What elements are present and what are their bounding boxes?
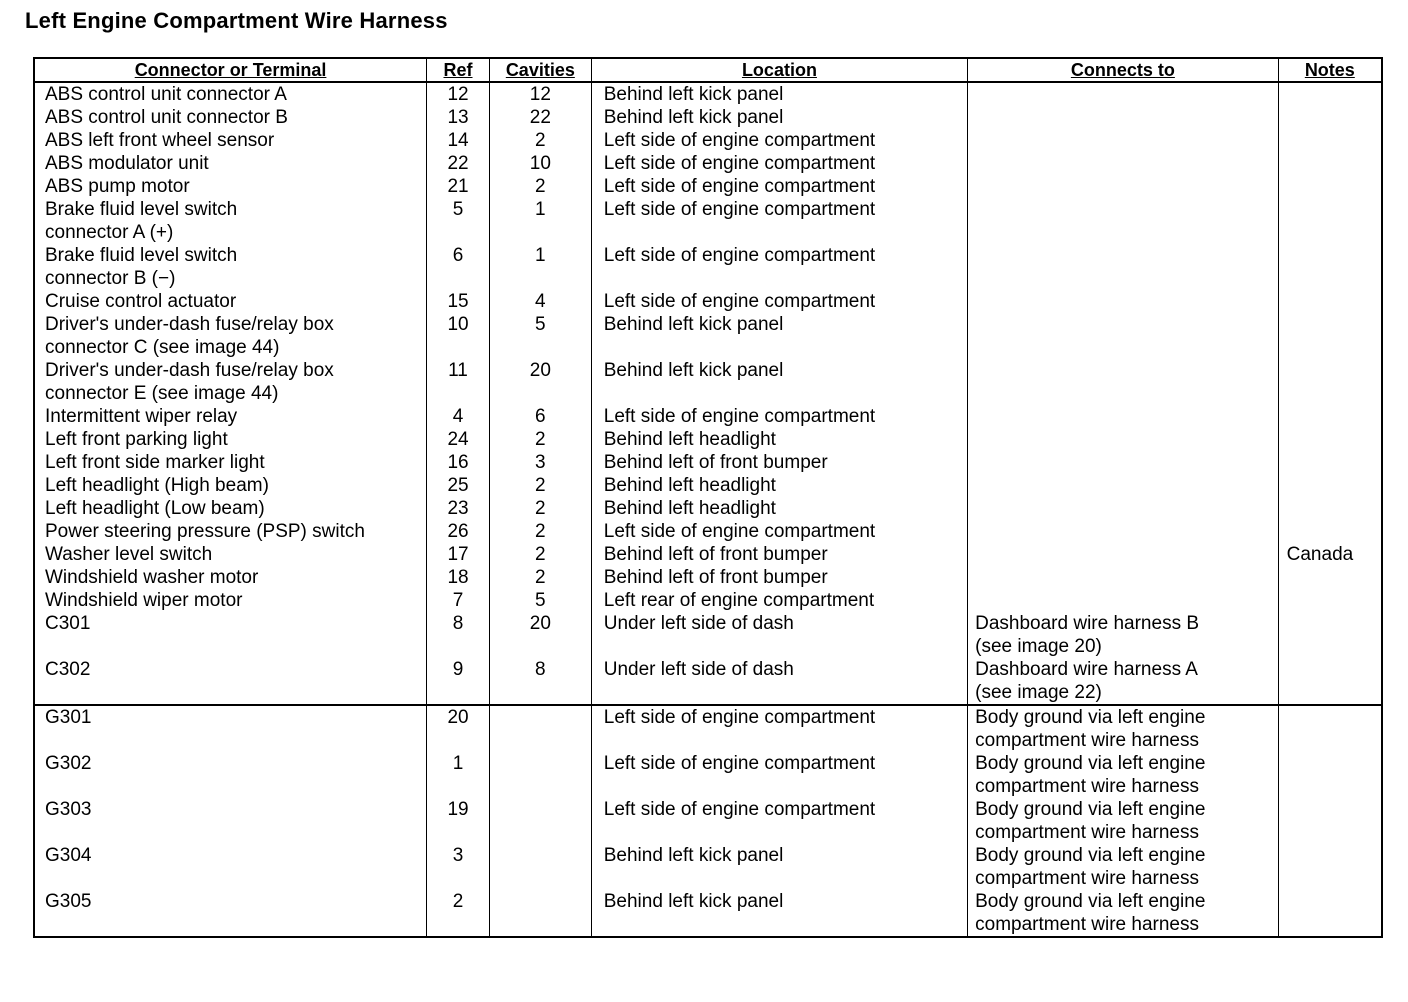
connector-name-cell — [34, 313, 427, 359]
connector-name-line: Left front side marker light — [45, 452, 265, 473]
connector-name-line: connector B (−) — [45, 268, 176, 289]
table-row — [34, 290, 1382, 313]
connects-to-cell — [968, 752, 1279, 798]
ref-cell: 4 — [427, 405, 490, 428]
table-row — [34, 497, 1382, 520]
table-row — [34, 844, 1382, 890]
notes-cell — [1278, 497, 1382, 520]
location-cell: Left side of engine compartment — [591, 129, 967, 152]
notes-cell: Canada — [1278, 543, 1382, 566]
location-cell: Behind left kick panel — [591, 106, 967, 129]
table-row — [34, 175, 1382, 198]
notes-cell — [1278, 82, 1382, 106]
column-header-connects-to: Connects to — [968, 58, 1279, 82]
ref-cell: 14 — [427, 129, 490, 152]
table-row — [34, 658, 1382, 705]
notes-cell — [1278, 566, 1382, 589]
cavities-cell: 5 — [489, 313, 591, 359]
connects-to-cell — [968, 106, 1279, 129]
connects-to-cell — [968, 798, 1279, 844]
connects-to-cell — [968, 405, 1279, 428]
table-row — [34, 244, 1382, 290]
ref-cell: 21 — [427, 175, 490, 198]
location-cell: Left side of engine compartment — [591, 152, 967, 175]
connects-to-cell — [968, 566, 1279, 589]
notes-cell — [1278, 290, 1382, 313]
connects-to-cell — [968, 428, 1279, 451]
connects-to-cell — [968, 474, 1279, 497]
notes-cell — [1278, 520, 1382, 543]
connector-name-cell — [34, 658, 427, 705]
connector-name-cell — [34, 82, 427, 106]
connects-to-cell — [968, 175, 1279, 198]
connector-name-cell — [34, 890, 427, 937]
location-cell: Under left side of dash — [591, 612, 967, 658]
connector-name-line: Left headlight (Low beam) — [45, 498, 265, 519]
location-cell: Behind left kick panel — [591, 844, 967, 890]
connects-to-line: Body ground via left engine — [975, 799, 1206, 820]
cavities-cell: 4 — [489, 290, 591, 313]
location-cell: Left side of engine compartment — [591, 175, 967, 198]
connector-name-line: Intermittent wiper relay — [45, 406, 238, 427]
connector-name-line: G302 — [45, 753, 92, 774]
notes-cell — [1278, 152, 1382, 175]
location-cell: Behind left headlight — [591, 428, 967, 451]
connects-to-cell — [968, 497, 1279, 520]
cavities-cell: 12 — [489, 82, 591, 106]
connects-to-cell — [968, 658, 1279, 705]
connector-name-line: G304 — [45, 845, 92, 866]
connector-name-line: ABS control unit connector A — [45, 84, 287, 105]
connector-name-cell — [34, 474, 427, 497]
cavities-cell: 20 — [489, 612, 591, 658]
table-row — [34, 566, 1382, 589]
cavities-cell: 2 — [489, 566, 591, 589]
connector-name-line: Left front parking light — [45, 429, 228, 450]
connector-name-cell — [34, 198, 427, 244]
connects-to-line: compartment wire harness — [975, 914, 1199, 935]
connector-name-line: Windshield washer motor — [45, 567, 259, 588]
cavities-cell — [489, 752, 591, 798]
table-row — [34, 589, 1382, 612]
ref-cell: 18 — [427, 566, 490, 589]
cavities-cell: 20 — [489, 359, 591, 405]
column-header-cavities: Cavities — [489, 58, 591, 82]
ref-cell: 16 — [427, 451, 490, 474]
connector-name-line: ABS left front wheel sensor — [45, 130, 275, 151]
ref-cell: 26 — [427, 520, 490, 543]
ref-cell: 9 — [427, 658, 490, 705]
connector-name-cell — [34, 405, 427, 428]
location-cell: Behind left kick panel — [591, 82, 967, 106]
cavities-cell: 2 — [489, 543, 591, 566]
cavities-cell — [489, 890, 591, 937]
connects-to-line: compartment wire harness — [975, 822, 1199, 843]
connector-name-cell — [34, 566, 427, 589]
connector-name-line: Left headlight (High beam) — [45, 475, 269, 496]
connector-name-line: G303 — [45, 799, 92, 820]
connector-name-cell — [34, 752, 427, 798]
cavities-cell — [489, 798, 591, 844]
connector-name-cell — [34, 451, 427, 474]
table-row — [34, 405, 1382, 428]
connector-name-cell — [34, 844, 427, 890]
ref-cell: 3 — [427, 844, 490, 890]
table-row — [34, 543, 1382, 566]
notes-cell — [1278, 705, 1382, 752]
connects-to-cell — [968, 705, 1279, 752]
notes-cell — [1278, 890, 1382, 937]
table-row — [34, 313, 1382, 359]
ref-cell: 13 — [427, 106, 490, 129]
location-cell: Behind left of front bumper — [591, 451, 967, 474]
connects-to-line: Body ground via left engine — [975, 753, 1206, 774]
connects-to-line: Body ground via left engine — [975, 845, 1206, 866]
location-cell: Behind left of front bumper — [591, 566, 967, 589]
connector-name-cell — [34, 106, 427, 129]
table-row — [34, 359, 1382, 405]
cavities-cell: 2 — [489, 129, 591, 152]
connector-name-line: connector A (+) — [45, 222, 174, 243]
location-cell: Behind left headlight — [591, 497, 967, 520]
notes-cell — [1278, 175, 1382, 198]
column-header-location: Location — [591, 58, 967, 82]
notes-cell — [1278, 428, 1382, 451]
connects-to-cell — [968, 290, 1279, 313]
table-row — [34, 612, 1382, 658]
ref-cell: 15 — [427, 290, 490, 313]
ref-cell: 11 — [427, 359, 490, 405]
cavities-cell: 8 — [489, 658, 591, 705]
ref-cell: 10 — [427, 313, 490, 359]
connector-name-line: G305 — [45, 891, 92, 912]
connector-name-cell — [34, 497, 427, 520]
table-header-row — [34, 58, 1382, 82]
location-cell: Behind left of front bumper — [591, 543, 967, 566]
table-row — [34, 428, 1382, 451]
table-row — [34, 129, 1382, 152]
connects-to-cell — [968, 543, 1279, 566]
cavities-cell — [489, 705, 591, 752]
connects-to-line: Dashboard wire harness B — [975, 613, 1200, 634]
notes-cell — [1278, 106, 1382, 129]
connectors-section — [34, 82, 1382, 705]
connector-name-cell — [34, 543, 427, 566]
ref-cell: 22 — [427, 152, 490, 175]
column-header-ref: Ref — [427, 58, 490, 82]
ref-cell: 6 — [427, 244, 490, 290]
location-cell: Left side of engine compartment — [591, 290, 967, 313]
cavities-cell: 10 — [489, 152, 591, 175]
table-row — [34, 798, 1382, 844]
cavities-cell: 6 — [489, 405, 591, 428]
connects-to-line: (see image 22) — [975, 682, 1102, 703]
connects-to-cell — [968, 890, 1279, 937]
connector-name-cell — [34, 359, 427, 405]
notes-cell — [1278, 244, 1382, 290]
connects-to-cell — [968, 359, 1279, 405]
cavities-cell: 3 — [489, 451, 591, 474]
location-cell: Behind left kick panel — [591, 359, 967, 405]
wire-harness-table — [33, 57, 1383, 938]
cavities-cell: 2 — [489, 474, 591, 497]
connector-name-line: Driver's under-dash fuse/relay box — [45, 314, 334, 335]
table-row — [34, 520, 1382, 543]
ref-cell: 5 — [427, 198, 490, 244]
connects-to-cell — [968, 313, 1279, 359]
connector-name-line: ABS pump motor — [45, 176, 190, 197]
ref-cell: 25 — [427, 474, 490, 497]
notes-cell — [1278, 313, 1382, 359]
notes-cell — [1278, 612, 1382, 658]
connects-to-line: compartment wire harness — [975, 730, 1199, 751]
connector-name-line: G301 — [45, 707, 92, 728]
ref-cell: 20 — [427, 705, 490, 752]
notes-cell — [1278, 798, 1382, 844]
connects-to-cell — [968, 612, 1279, 658]
page-title: Left Engine Compartment Wire Harness — [25, 8, 448, 33]
ref-cell: 19 — [427, 798, 490, 844]
cavities-cell: 2 — [489, 497, 591, 520]
table-row — [34, 705, 1382, 752]
connector-name-cell — [34, 290, 427, 313]
ref-cell: 2 — [427, 890, 490, 937]
notes-cell — [1278, 658, 1382, 705]
cavities-cell: 1 — [489, 198, 591, 244]
table-row — [34, 82, 1382, 106]
table-row — [34, 198, 1382, 244]
notes-cell — [1278, 359, 1382, 405]
notes-cell — [1278, 405, 1382, 428]
ref-cell: 17 — [427, 543, 490, 566]
connector-name-cell — [34, 705, 427, 752]
connects-to-cell — [968, 844, 1279, 890]
ref-cell: 7 — [427, 589, 490, 612]
notes-cell — [1278, 752, 1382, 798]
notes-cell — [1278, 474, 1382, 497]
ref-cell: 23 — [427, 497, 490, 520]
grounds-section — [34, 705, 1382, 937]
connects-to-cell — [968, 129, 1279, 152]
connects-to-line: Dashboard wire harness A — [975, 659, 1198, 680]
connector-name-cell — [34, 129, 427, 152]
column-header-connector: Connector or Terminal — [34, 58, 427, 82]
location-cell: Left side of engine compartment — [591, 244, 967, 290]
location-cell: Left side of engine compartment — [591, 405, 967, 428]
connects-to-line: Body ground via left engine — [975, 891, 1206, 912]
connector-name-cell — [34, 520, 427, 543]
location-cell: Left rear of engine compartment — [591, 589, 967, 612]
connects-to-line: compartment wire harness — [975, 776, 1199, 797]
connects-to-cell — [968, 451, 1279, 474]
connects-to-cell — [968, 589, 1279, 612]
connector-name-cell — [34, 798, 427, 844]
location-cell: Left side of engine compartment — [591, 520, 967, 543]
cavities-cell: 2 — [489, 520, 591, 543]
connector-name-line: Driver's under-dash fuse/relay box — [45, 360, 334, 381]
connects-to-line: Body ground via left engine — [975, 707, 1206, 728]
table-row — [34, 451, 1382, 474]
connector-name-line: Brake fluid level switch — [45, 245, 238, 266]
connector-name-line: Washer level switch — [45, 544, 213, 565]
connector-name-cell — [34, 175, 427, 198]
connector-name-line: C302 — [45, 659, 91, 680]
connector-name-cell — [34, 428, 427, 451]
table-row — [34, 106, 1382, 129]
cavities-cell: 1 — [489, 244, 591, 290]
cavities-cell — [489, 844, 591, 890]
location-cell: Left side of engine compartment — [591, 198, 967, 244]
connects-to-cell — [968, 198, 1279, 244]
location-cell: Behind left kick panel — [591, 890, 967, 937]
connects-to-cell — [968, 520, 1279, 543]
connector-name-line: ABS control unit connector B — [45, 107, 288, 128]
table-row — [34, 752, 1382, 798]
location-cell: Left side of engine compartment — [591, 705, 967, 752]
cavities-cell: 22 — [489, 106, 591, 129]
table-row — [34, 152, 1382, 175]
location-cell: Under left side of dash — [591, 658, 967, 705]
location-cell: Left side of engine compartment — [591, 752, 967, 798]
table-row — [34, 474, 1382, 497]
connector-name-cell — [34, 612, 427, 658]
cavities-cell: 5 — [489, 589, 591, 612]
column-header-notes: Notes — [1278, 58, 1382, 82]
location-cell: Behind left headlight — [591, 474, 967, 497]
connector-name-line: ABS modulator unit — [45, 153, 209, 174]
connects-to-line: compartment wire harness — [975, 868, 1199, 889]
connector-name-line: Windshield wiper motor — [45, 590, 243, 611]
connects-to-cell — [968, 152, 1279, 175]
notes-cell — [1278, 589, 1382, 612]
ref-cell: 12 — [427, 82, 490, 106]
ref-cell: 8 — [427, 612, 490, 658]
cavities-cell: 2 — [489, 175, 591, 198]
connects-to-cell — [968, 82, 1279, 106]
connector-name-line: Brake fluid level switch — [45, 199, 238, 220]
notes-cell — [1278, 451, 1382, 474]
connector-name-line: connector C (see image 44) — [45, 337, 280, 358]
ref-cell: 1 — [427, 752, 490, 798]
connector-name-cell — [34, 589, 427, 612]
connector-name-line: Power steering pressure (PSP) switch — [45, 521, 365, 542]
connector-name-cell — [34, 244, 427, 290]
connector-name-line: C301 — [45, 613, 91, 634]
location-cell: Left side of engine compartment — [591, 798, 967, 844]
notes-cell — [1278, 198, 1382, 244]
table-row — [34, 890, 1382, 937]
notes-cell — [1278, 129, 1382, 152]
connector-name-line: Cruise control actuator — [45, 291, 237, 312]
ref-cell: 24 — [427, 428, 490, 451]
connector-name-line: connector E (see image 44) — [45, 383, 279, 404]
cavities-cell: 2 — [489, 428, 591, 451]
connects-to-line: (see image 20) — [975, 636, 1102, 657]
connector-name-cell — [34, 152, 427, 175]
notes-cell — [1278, 844, 1382, 890]
location-cell: Behind left kick panel — [591, 313, 967, 359]
connects-to-cell — [968, 244, 1279, 290]
